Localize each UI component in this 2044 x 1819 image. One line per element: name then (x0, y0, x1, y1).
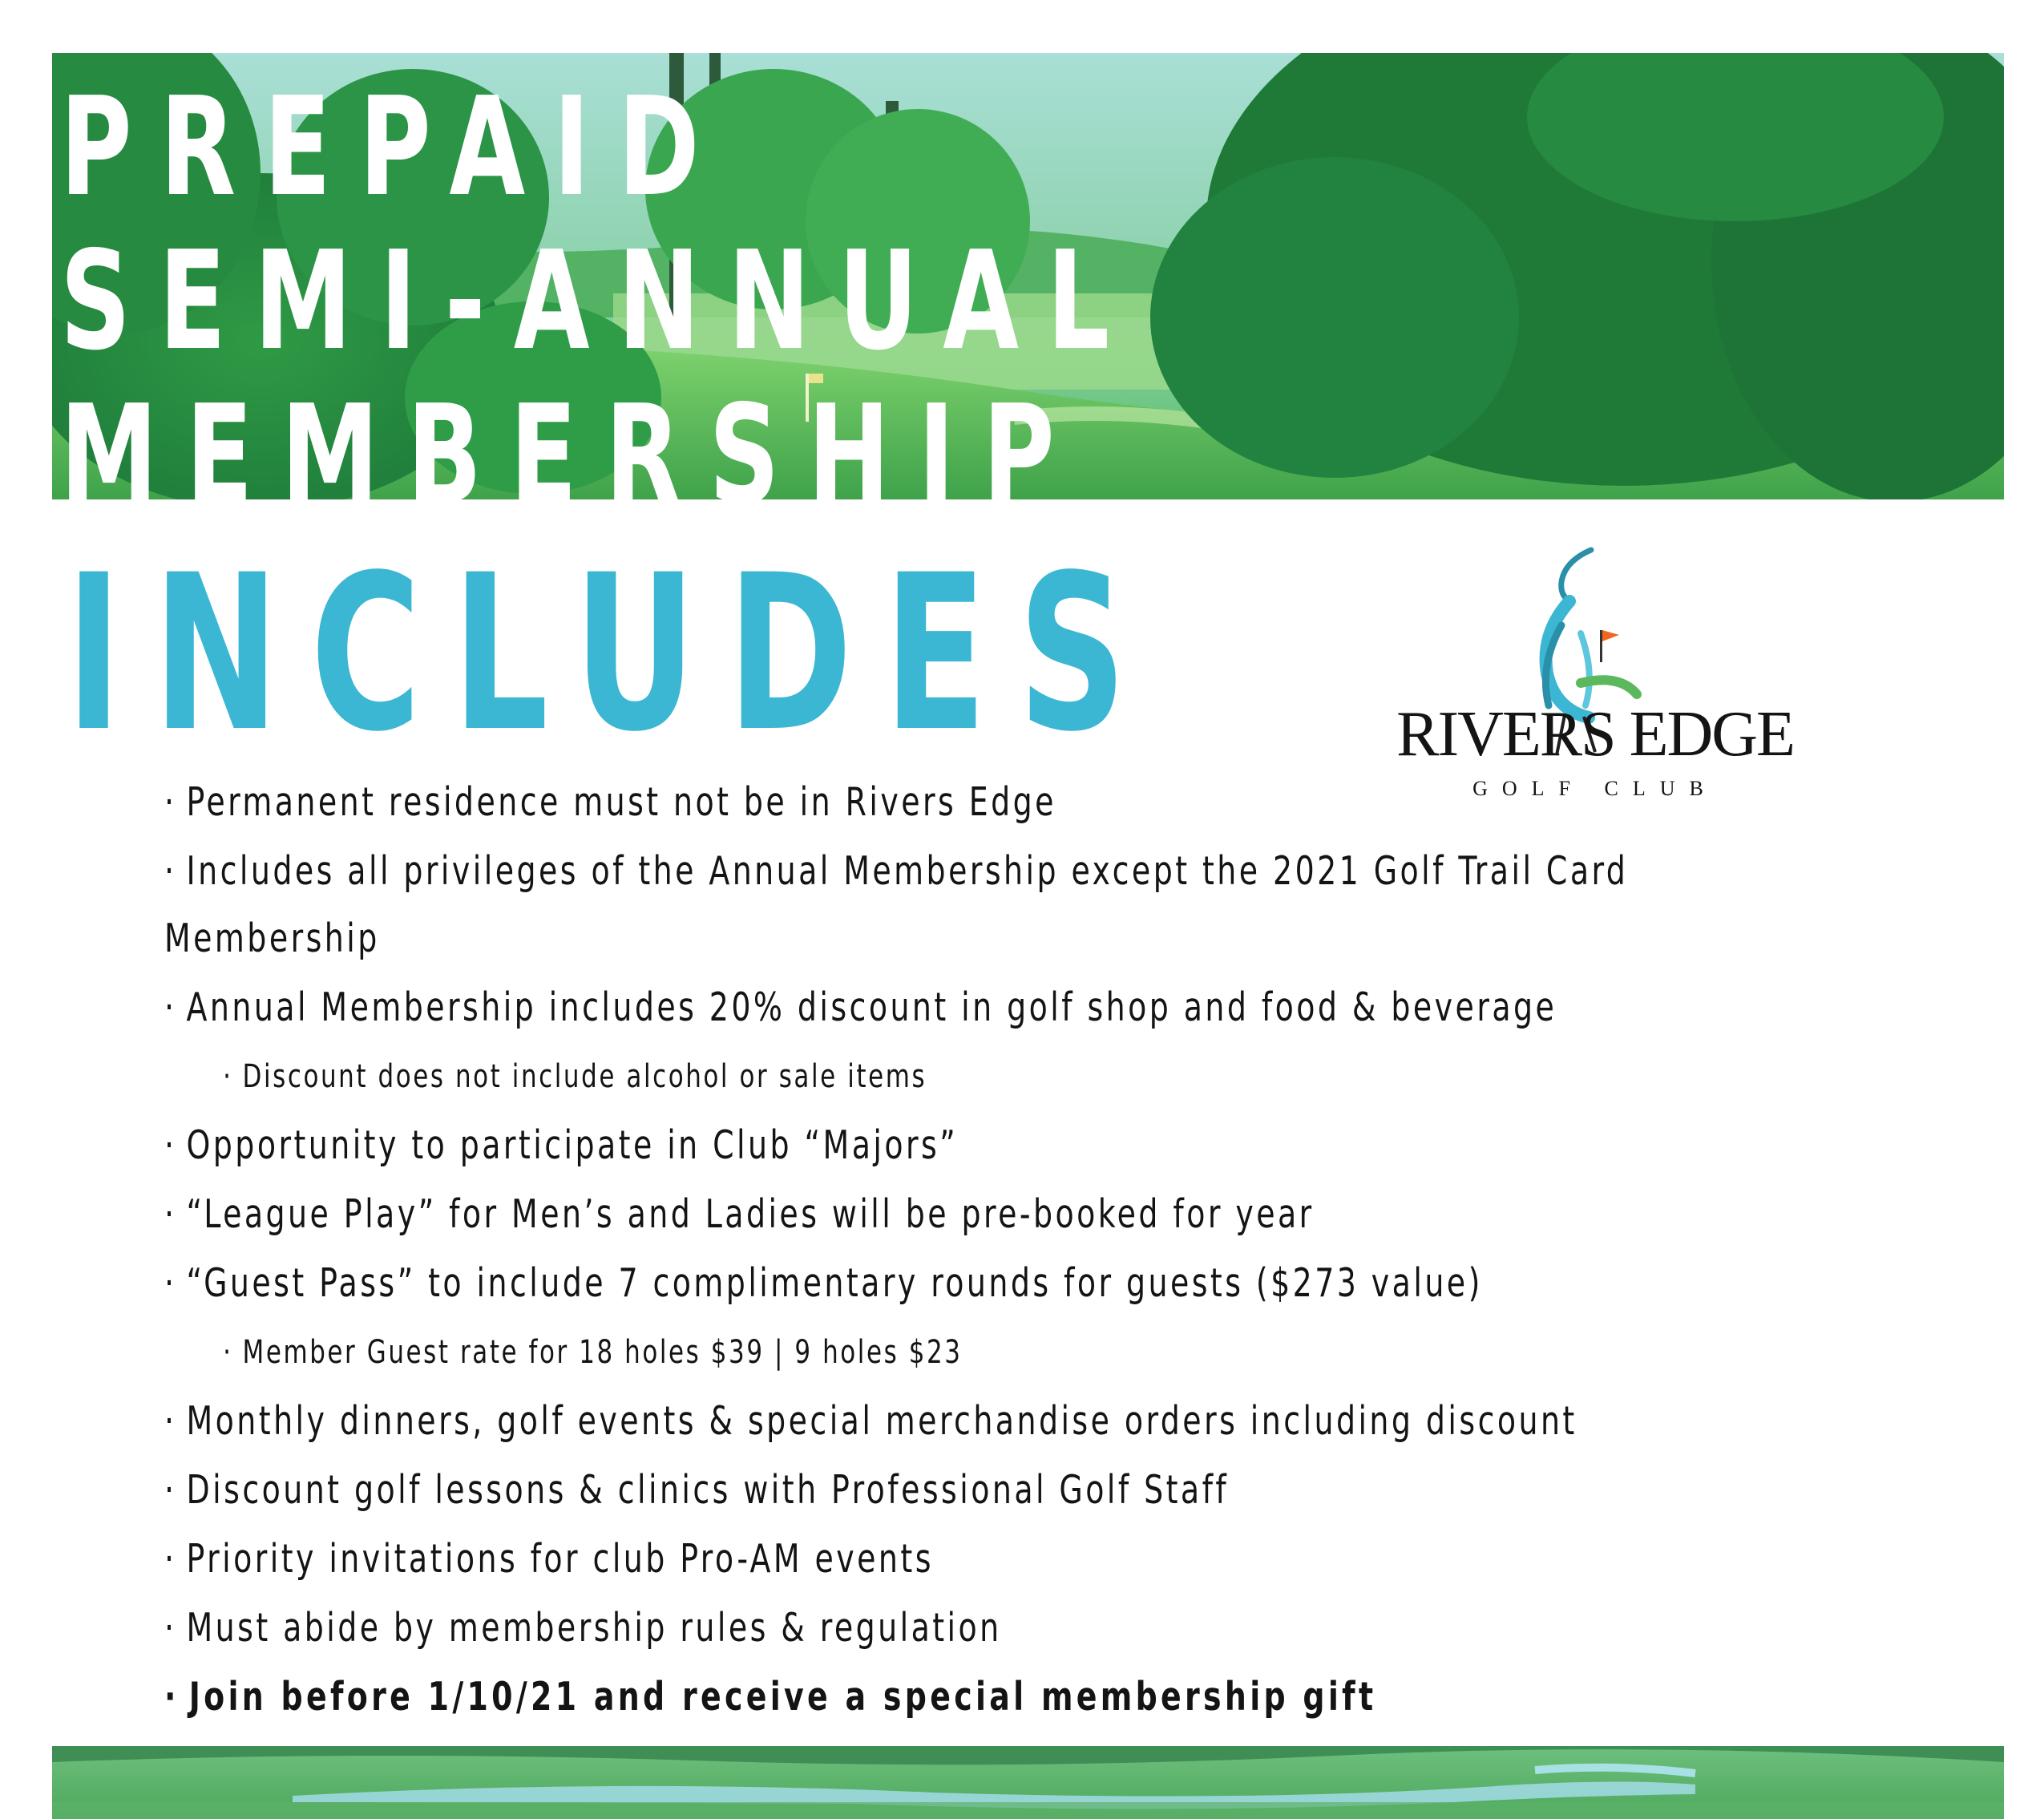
bullet-dot: · (164, 1536, 177, 1582)
bullet-dot: · (164, 1605, 177, 1651)
benefit-text: Annual Membership includes 20% discount in golf shop and food & beverage (186, 984, 1557, 1030)
benefit-text: Discount does not include alcohol or sale items (242, 1058, 927, 1095)
bullet-dot: · (164, 848, 177, 894)
benefit-item (164, 1249, 1646, 1318)
bullet-dot: · (164, 1260, 177, 1306)
footer-banner-image (52, 1746, 2004, 1819)
benefit-text: Join before 1/10/21 and receive a special membership gift (188, 1674, 1377, 1720)
bullet-dot: · (164, 1674, 180, 1720)
benefit-item (164, 1525, 1646, 1594)
benefit-text: Membership (164, 916, 380, 961)
benefits-list (164, 768, 1888, 1732)
bullet-dot: · (164, 1398, 177, 1444)
membership-title (60, 68, 1138, 535)
bullet-dot: · (164, 1122, 177, 1168)
logo-wordmark: RIVERS EDGE (1396, 699, 1794, 770)
benefit-text: “League Play” for Men’s and Ladies will be pre-booked for year (186, 1191, 1315, 1237)
benefit-text: Includes all privileges of the Annual Membership except the 2021 Golf Trail Card (186, 848, 1629, 894)
benefit-text: Member Guest rate for 18 holes $39 | 9 holes $23 (242, 1334, 963, 1371)
includes-heading: INCLUDES (66, 529, 1158, 779)
bullet-dot: · (164, 1191, 177, 1237)
title-line: MEMBERSHIP (60, 376, 1083, 535)
benefit-text: Priority invitations for club Pro-AM events (186, 1536, 934, 1582)
marsh-photo (52, 1746, 2004, 1819)
benefit-item (164, 1180, 1646, 1249)
benefit-item (164, 1387, 1646, 1456)
bullet-dot: · (164, 779, 177, 825)
logo-subtitle: GOLF CLUB (1472, 777, 1718, 800)
benefit-item-continuation (164, 904, 1646, 973)
bullet-dot: · (223, 1058, 233, 1095)
benefit-text: Must abide by membership rules & regulation (186, 1605, 1002, 1651)
benefit-item (164, 973, 1646, 1042)
title-line: PREPAID (60, 68, 728, 227)
benefit-item (164, 1456, 1646, 1525)
benefit-text: Permanent residence must not be in Rivers Edge (186, 779, 1056, 825)
benefit-text: Monthly dinners, golf events & special merchandise orders including discount (186, 1398, 1577, 1444)
bullet-dot: · (223, 1334, 233, 1371)
benefit-text: Discount golf lessons & clinics with Professional Golf Staff (186, 1467, 1230, 1513)
benefit-item (164, 768, 1646, 837)
benefit-text: “Guest Pass” to include 7 complimentary rounds for guests ($273 value) (186, 1260, 1483, 1306)
benefit-subitem (164, 1042, 1646, 1111)
title-line: SEMI-ANNUAL (60, 222, 1138, 381)
benefit-text: Opportunity to participate in Club “Majors” (186, 1122, 959, 1168)
benefit-item (164, 837, 1646, 906)
benefit-item-highlight (164, 1663, 1646, 1732)
benefit-subitem (164, 1318, 1646, 1387)
benefit-item (164, 1111, 1646, 1180)
bullet-dot: · (164, 984, 177, 1030)
benefit-item (164, 1594, 1646, 1663)
bullet-dot: · (164, 1467, 177, 1513)
